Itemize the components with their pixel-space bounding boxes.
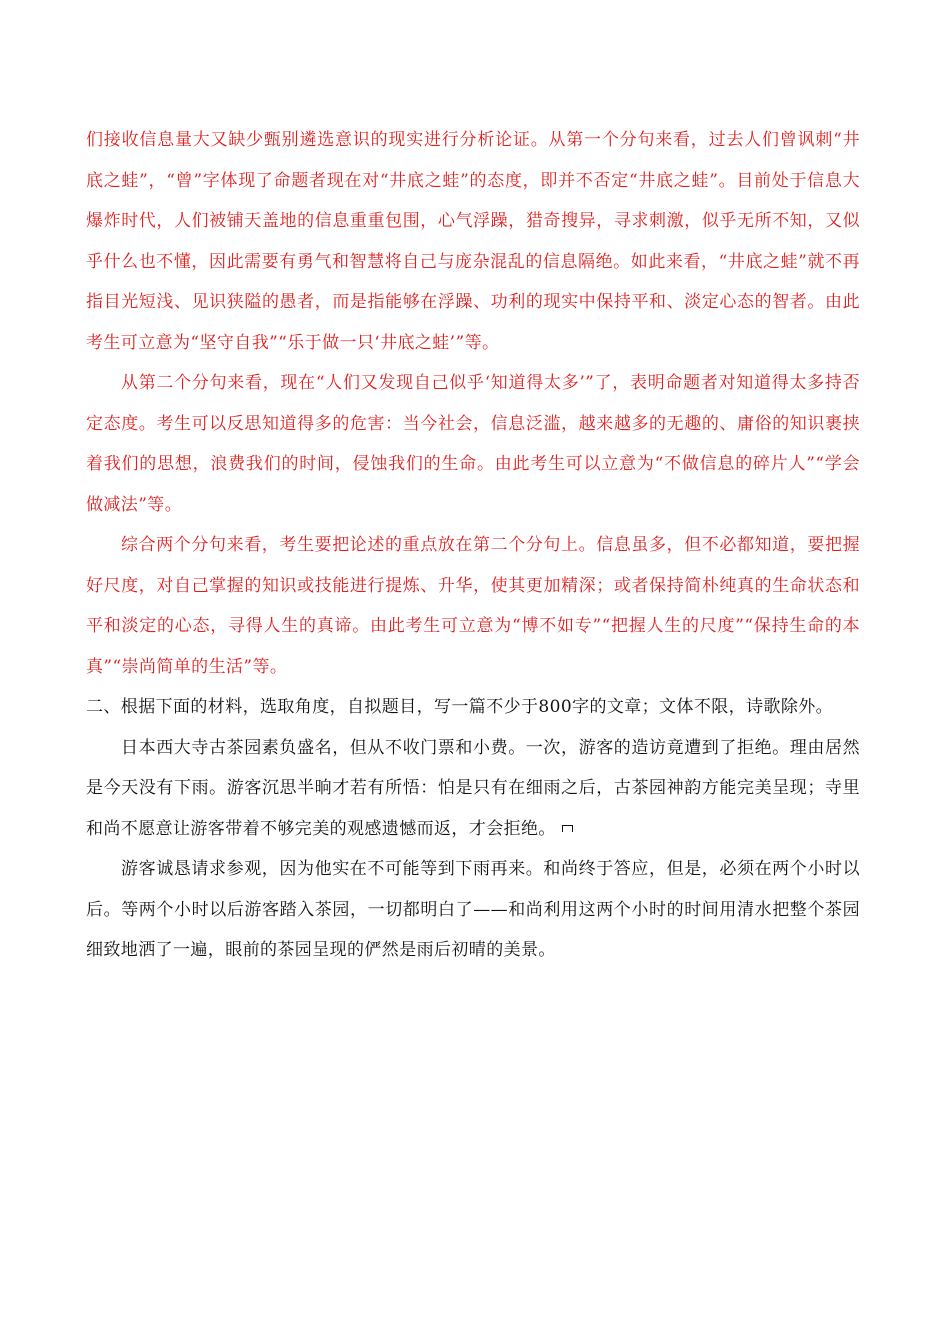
- analysis-paragraph-2: 从第二个分句来看，现在“人们又发现自己似乎‘知道得太多’”了，表明命题者对知道得太多持否定态度。考生可以反思知道得多的危害：当今社会，信息泛滥，越来越多的无趣的、庸俗的知识裹挟着我们的思想，浪费我们的时间，侵蚀我们的生命。由此考生可以立意为“不做信息的碎片人”“学会做减法”等。: [86, 373, 860, 515]
- material-paragraph-1: [86, 728, 860, 850]
- document-page: [86, 120, 860, 971]
- question-2-prompt: 二、根据下面的材料，选取角度，自拟题目，写一篇不少于800字的文章；文体不限，诗歌除外。: [86, 697, 834, 717]
- material-paragraph-1-text: 日本西大寺古茶园素负盛名，但从不收门票和小费。一次，游客的造访竟遭到了拒绝。理由居然是今天没有下雨。游客沉思半晌才若有所悟：怕是只有在细雨之后，古茶园神韵方能完美呈现；寺里和尚不愿意让游客带着不够完美的观感遗憾而返，才会拒绝。: [86, 737, 860, 839]
- analysis-paragraph-3: 综合两个分句来看，考生要把论述的重点放在第二个分句上。信息虽多，但不必都知道，要把握好尺度，对自己掌握的知识或技能进行提炼、升华，使其更加精深；或者保持简朴纯真的生命状态和平和淡定的心态，寻得人生的真谛。由此考生可立意为“博不如专”“把握人生的尺度”“保持生命的本真”“崇尚简单的生活”等。: [86, 535, 860, 677]
- material-paragraph-2: 游客诚恳请求参观，因为他实在不可能等到下雨再来。和尚终于答应，但是，必须在两个小时以后。等两个小时以后游客踏入茶园，一切都明白了——和尚利用这两个小时的时间用清水把整个茶园细致地洒了一遍，眼前的茶园呈现的俨然是雨后初晴的美景。: [86, 859, 860, 960]
- anchor-mark-icon: [562, 825, 573, 833]
- analysis-paragraph-1: 们接收信息量大又缺少甄别遴选意识的现实进行分析论证。从第一个分句来看，过去人们曾讽刺“井底之蛙”，“曾”字体现了命题者现在对“井底之蛙”的态度，即并不否定“井底之蛙”。目前处于信息大爆炸时代，人们被铺天盖地的信息重重包围，心气浮躁，猎奇搜异，寻求刺激，似乎无所不知，又似乎什么也不懂，因此需要有勇气和智慧将自己与庞杂混乱的信息隔绝。如此来看，“井底之蛙”就不再指目光短浅、见识狭隘的愚者，而是指能够在浮躁、功利的现实中保持平和、淡定心态的智者。由此考生可立意为“坚守自我”“乐于做一只‘井底之蛙’”等。: [86, 130, 860, 353]
